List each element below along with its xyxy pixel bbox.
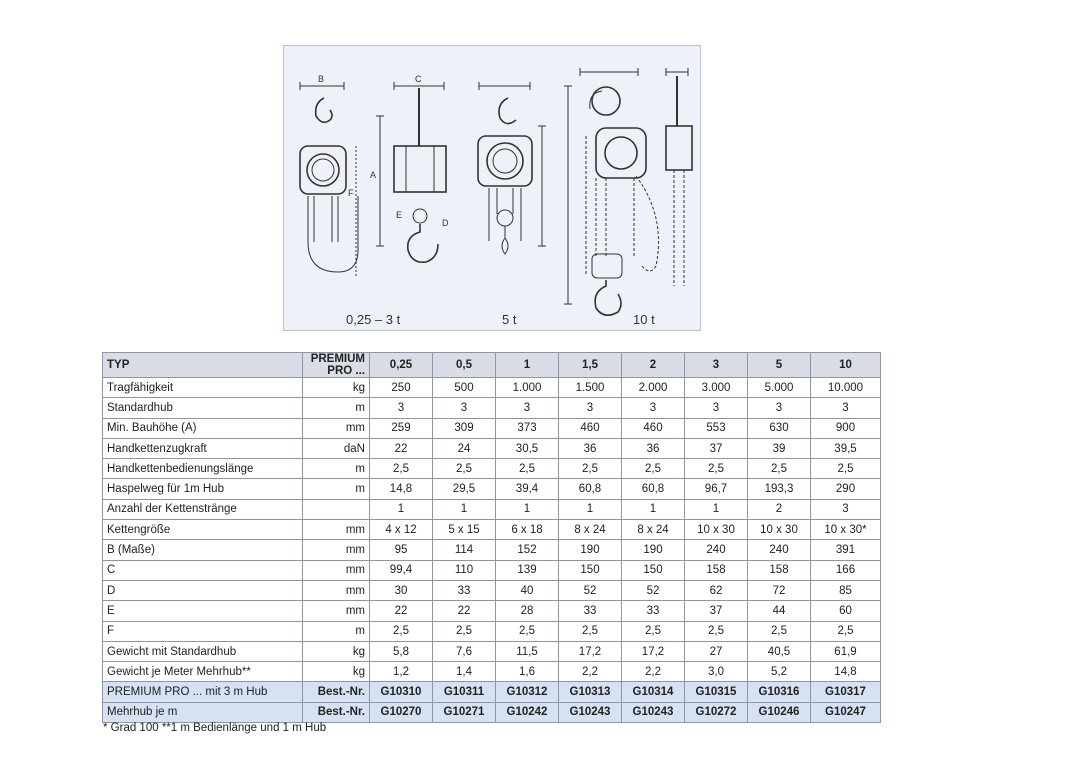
header-capacity: 10 xyxy=(811,353,881,378)
order-number-cell: G10317 xyxy=(811,682,881,702)
table-cell: 1 xyxy=(685,499,748,519)
table-cell: 14,8 xyxy=(370,479,433,499)
order-number-cell: G10310 xyxy=(370,682,433,702)
table-cell: 61,9 xyxy=(811,641,881,661)
table-row xyxy=(103,499,881,519)
table-cell: 190 xyxy=(559,540,622,560)
table-cell: 39,4 xyxy=(496,479,559,499)
table-cell: 2,5 xyxy=(811,459,881,479)
dim-label-a: A xyxy=(370,170,377,180)
order-number-cell: G10243 xyxy=(622,702,685,722)
table-cell: 139 xyxy=(496,560,559,580)
table-row xyxy=(103,540,881,560)
table-cell: 158 xyxy=(748,560,811,580)
row-unit: mm xyxy=(303,580,370,600)
table-cell: 3 xyxy=(811,499,881,519)
table-cell: 3 xyxy=(748,398,811,418)
table-cell: 2,5 xyxy=(748,459,811,479)
table-cell: 85 xyxy=(811,580,881,600)
table-cell: 8 x 24 xyxy=(559,520,622,540)
table-cell: 39 xyxy=(748,438,811,458)
table-cell: 28 xyxy=(496,601,559,621)
table-cell: 150 xyxy=(559,560,622,580)
table-cell: 40,5 xyxy=(748,641,811,661)
table-cell: 3 xyxy=(685,398,748,418)
row-unit: Best.-Nr. xyxy=(303,702,370,722)
header-capacity: 1,5 xyxy=(559,353,622,378)
row-label: C xyxy=(103,560,303,580)
dim-label-d: D xyxy=(442,218,449,228)
caption-medium-hoist: 5 t xyxy=(502,312,517,327)
table-cell: 40 xyxy=(496,580,559,600)
table-cell: 1,4 xyxy=(433,662,496,682)
table-cell: 29,5 xyxy=(433,479,496,499)
row-label: Gewicht mit Standardhub xyxy=(103,641,303,661)
table-cell: 36 xyxy=(559,438,622,458)
row-label: Handkettenbedienungslänge xyxy=(103,459,303,479)
table-cell: 193,3 xyxy=(748,479,811,499)
order-number-row xyxy=(103,702,881,722)
row-unit: daN xyxy=(303,438,370,458)
table-cell: 5,8 xyxy=(370,641,433,661)
table-cell: 60,8 xyxy=(622,479,685,499)
table-cell: 1 xyxy=(559,499,622,519)
row-unit: mm xyxy=(303,560,370,580)
row-label: Haspelweg für 1m Hub xyxy=(103,479,303,499)
row-unit: m xyxy=(303,621,370,641)
table-cell: 1 xyxy=(622,499,685,519)
row-unit: kg xyxy=(303,641,370,661)
row-unit: Best.-Nr. xyxy=(303,682,370,702)
table-cell: 190 xyxy=(622,540,685,560)
table-cell: 30 xyxy=(370,580,433,600)
header-capacity: 5 xyxy=(748,353,811,378)
hoist-small-side xyxy=(376,82,446,262)
row-label: Anzahl der Kettenstränge xyxy=(103,499,303,519)
table-cell: 10 x 30 xyxy=(748,520,811,540)
row-unit: mm xyxy=(303,540,370,560)
table-cell: 110 xyxy=(433,560,496,580)
table-cell: 3 xyxy=(559,398,622,418)
table-cell: 5,2 xyxy=(748,662,811,682)
table-cell: 3,0 xyxy=(685,662,748,682)
header-row xyxy=(103,353,881,378)
table-cell: 60,8 xyxy=(559,479,622,499)
table-cell: 2,5 xyxy=(433,459,496,479)
dim-label-e: E xyxy=(396,210,403,220)
row-unit: kg xyxy=(303,378,370,398)
row-unit: kg xyxy=(303,662,370,682)
table-cell: 309 xyxy=(433,418,496,438)
row-label: E xyxy=(103,601,303,621)
table-row xyxy=(103,641,881,661)
table-cell: 5 x 15 xyxy=(433,520,496,540)
table-cell: 2,5 xyxy=(370,621,433,641)
header-capacity: 2 xyxy=(622,353,685,378)
order-number-cell: G10246 xyxy=(748,702,811,722)
row-label: Tragfähigkeit xyxy=(103,378,303,398)
table-cell: 290 xyxy=(811,479,881,499)
table-cell: 17,2 xyxy=(622,641,685,661)
table-row xyxy=(103,378,881,398)
spec-table-body xyxy=(103,378,881,723)
table-cell: 62 xyxy=(685,580,748,600)
order-number-cell: G10315 xyxy=(685,682,748,702)
table-cell: 36 xyxy=(622,438,685,458)
table-cell: 8 x 24 xyxy=(622,520,685,540)
table-row xyxy=(103,580,881,600)
table-row xyxy=(103,459,881,479)
table-cell: 10 x 30 xyxy=(685,520,748,540)
table-cell: 33 xyxy=(622,601,685,621)
order-number-cell: G10242 xyxy=(496,702,559,722)
header-capacity: 0,25 xyxy=(370,353,433,378)
hoist-small-front xyxy=(300,82,358,276)
spec-table xyxy=(102,352,881,723)
table-cell: 391 xyxy=(811,540,881,560)
table-row xyxy=(103,398,881,418)
table-cell: 2,5 xyxy=(811,621,881,641)
table-cell: 460 xyxy=(559,418,622,438)
row-unit: m xyxy=(303,398,370,418)
table-cell: 52 xyxy=(622,580,685,600)
table-cell: 99,4 xyxy=(370,560,433,580)
table-cell: 60 xyxy=(811,601,881,621)
table-cell: 1.000 xyxy=(496,378,559,398)
dim-label-f: F xyxy=(348,188,354,198)
header-typ: TYP xyxy=(103,353,303,378)
table-cell: 2,5 xyxy=(748,621,811,641)
table-cell: 3 xyxy=(433,398,496,418)
table-cell: 114 xyxy=(433,540,496,560)
hoist-medium xyxy=(478,82,546,254)
table-cell: 10 x 30* xyxy=(811,520,881,540)
table-cell: 2,5 xyxy=(559,459,622,479)
table-cell: 33 xyxy=(559,601,622,621)
header-capacity: 0,5 xyxy=(433,353,496,378)
table-cell: 2,5 xyxy=(496,459,559,479)
table-cell: 2,5 xyxy=(622,459,685,479)
table-cell: 1 xyxy=(433,499,496,519)
table-cell: 373 xyxy=(496,418,559,438)
order-number-row xyxy=(103,682,881,702)
row-unit: m xyxy=(303,459,370,479)
table-cell: 2.000 xyxy=(622,378,685,398)
table-cell: 2,5 xyxy=(559,621,622,641)
row-unit: mm xyxy=(303,601,370,621)
caption-large-hoist: 10 t xyxy=(633,312,655,327)
hoist-technical-drawing xyxy=(284,46,702,332)
row-unit: mm xyxy=(303,418,370,438)
table-cell: 52 xyxy=(559,580,622,600)
table-cell: 2,5 xyxy=(433,621,496,641)
row-unit: m xyxy=(303,479,370,499)
hoist-large-side xyxy=(666,68,692,286)
caption-small-hoist: 0,25 – 3 t xyxy=(346,312,401,327)
table-cell: 152 xyxy=(496,540,559,560)
dim-label-c: C xyxy=(415,74,422,84)
table-cell: 166 xyxy=(811,560,881,580)
row-label: F xyxy=(103,621,303,641)
table-row xyxy=(103,560,881,580)
table-row xyxy=(103,479,881,499)
order-number-cell: G10243 xyxy=(559,702,622,722)
footnote: * Grad 100 **1 m Bedienlänge und 1 m Hub xyxy=(103,722,327,734)
table-cell: 14,8 xyxy=(811,662,881,682)
table-cell: 95 xyxy=(370,540,433,560)
table-cell: 2 xyxy=(748,499,811,519)
table-row xyxy=(103,418,881,438)
table-cell: 2,5 xyxy=(685,621,748,641)
table-cell: 72 xyxy=(748,580,811,600)
table-cell: 11,5 xyxy=(496,641,559,661)
table-cell: 2,2 xyxy=(622,662,685,682)
table-cell: 22 xyxy=(433,601,496,621)
table-cell: 96,7 xyxy=(685,479,748,499)
order-number-cell: G10270 xyxy=(370,702,433,722)
table-cell: 250 xyxy=(370,378,433,398)
order-number-cell: G10271 xyxy=(433,702,496,722)
table-cell: 44 xyxy=(748,601,811,621)
order-number-cell: G10272 xyxy=(685,702,748,722)
row-label: Mehrhub je m xyxy=(103,702,303,722)
table-cell: 10.000 xyxy=(811,378,881,398)
table-cell: 1 xyxy=(496,499,559,519)
table-cell: 17,2 xyxy=(559,641,622,661)
header-capacity: 1 xyxy=(496,353,559,378)
table-cell: 500 xyxy=(433,378,496,398)
hoist-large-front xyxy=(564,68,659,315)
table-cell: 5.000 xyxy=(748,378,811,398)
table-cell: 3 xyxy=(496,398,559,418)
table-cell: 37 xyxy=(685,601,748,621)
row-label: PREMIUM PRO ... mit 3 m Hub xyxy=(103,682,303,702)
table-cell: 22 xyxy=(370,601,433,621)
table-cell: 27 xyxy=(685,641,748,661)
table-cell: 22 xyxy=(370,438,433,458)
table-cell: 553 xyxy=(685,418,748,438)
table-cell: 259 xyxy=(370,418,433,438)
table-cell: 7,6 xyxy=(433,641,496,661)
table-cell: 37 xyxy=(685,438,748,458)
order-number-cell: G10247 xyxy=(811,702,881,722)
table-cell: 240 xyxy=(685,540,748,560)
table-cell: 2,5 xyxy=(685,459,748,479)
header-capacity: 3 xyxy=(685,353,748,378)
order-number-cell: G10313 xyxy=(559,682,622,702)
header-model: PREMIUM PRO ... xyxy=(303,353,370,378)
row-label: Standardhub xyxy=(103,398,303,418)
row-label: Kettengröße xyxy=(103,520,303,540)
table-cell: 158 xyxy=(685,560,748,580)
table-cell: 1.500 xyxy=(559,378,622,398)
table-cell: 30,5 xyxy=(496,438,559,458)
table-cell: 3 xyxy=(370,398,433,418)
order-number-cell: G10314 xyxy=(622,682,685,702)
table-cell: 2,5 xyxy=(370,459,433,479)
table-row xyxy=(103,621,881,641)
table-row xyxy=(103,520,881,540)
row-label: Gewicht je Meter Mehrhub** xyxy=(103,662,303,682)
row-label: D xyxy=(103,580,303,600)
table-cell: 24 xyxy=(433,438,496,458)
table-cell: 240 xyxy=(748,540,811,560)
table-cell: 2,5 xyxy=(622,621,685,641)
table-cell: 1,6 xyxy=(496,662,559,682)
row-unit: mm xyxy=(303,520,370,540)
table-cell: 4 x 12 xyxy=(370,520,433,540)
table-cell: 900 xyxy=(811,418,881,438)
row-label: Min. Bauhöhe (A) xyxy=(103,418,303,438)
table-cell: 6 x 18 xyxy=(496,520,559,540)
table-cell: 39,5 xyxy=(811,438,881,458)
table-cell: 1 xyxy=(370,499,433,519)
dim-label-b: B xyxy=(318,74,325,84)
table-row xyxy=(103,438,881,458)
table-cell: 460 xyxy=(622,418,685,438)
table-cell: 3 xyxy=(622,398,685,418)
row-label: B (Maße) xyxy=(103,540,303,560)
table-row xyxy=(103,601,881,621)
table-row xyxy=(103,662,881,682)
hoist-drawing-panel xyxy=(283,45,701,331)
order-number-cell: G10316 xyxy=(748,682,811,702)
table-cell: 150 xyxy=(622,560,685,580)
order-number-cell: G10311 xyxy=(433,682,496,702)
table-cell: 33 xyxy=(433,580,496,600)
row-label: Handkettenzugkraft xyxy=(103,438,303,458)
order-number-cell: G10312 xyxy=(496,682,559,702)
table-cell: 3 xyxy=(811,398,881,418)
table-cell: 2,5 xyxy=(496,621,559,641)
row-unit xyxy=(303,499,370,519)
table-cell: 2,2 xyxy=(559,662,622,682)
table-cell: 630 xyxy=(748,418,811,438)
table-cell: 3.000 xyxy=(685,378,748,398)
table-cell: 1,2 xyxy=(370,662,433,682)
